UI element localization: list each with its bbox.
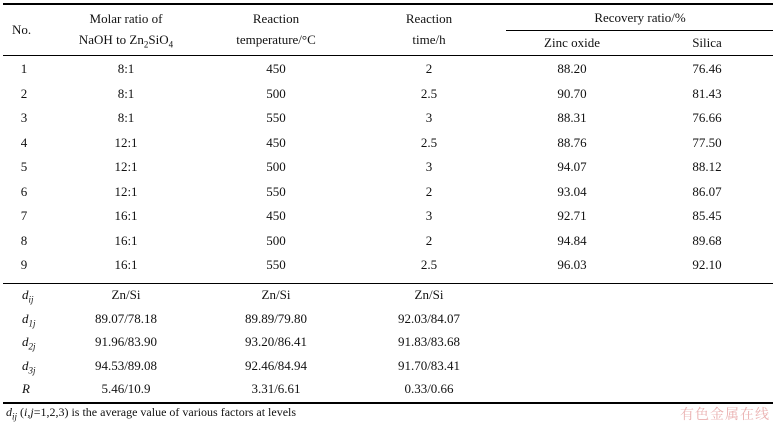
table-cell-time: 2 xyxy=(425,232,433,248)
table-cell-zinc: 92.71 xyxy=(557,208,587,223)
analysis-cell-temp: 92.46/84.94 xyxy=(244,357,308,373)
table-cell-molar: 8:1 xyxy=(117,85,135,101)
table-cell-no: 2 xyxy=(20,85,28,101)
analysis-row-label: $d_{ij}$ xyxy=(22,287,34,305)
recovery-subheader-rule xyxy=(506,30,773,31)
table-cell-molar: 12:1 xyxy=(114,183,138,199)
analysis-row-label: R xyxy=(22,381,30,396)
table-cell-temp: 550 xyxy=(266,110,286,125)
table-cell-silica: 89.68 xyxy=(692,232,722,248)
analysis-cell-molar: 94.53/89.08 xyxy=(94,357,158,373)
analysis-cell-time: 91.83/83.68 xyxy=(397,334,461,349)
table-cell-molar: 8:1 xyxy=(117,61,135,76)
table-cell-zinc: 88.20 xyxy=(557,61,587,76)
header-silica: Silica xyxy=(692,35,722,50)
table-cell-no: 9 xyxy=(20,257,28,272)
analysis-cell-temp: 89.89/79.80 xyxy=(244,310,308,326)
table-cell-no: 1 xyxy=(20,61,28,76)
analysis-cell-molar: Zn/Si xyxy=(111,287,141,302)
header-time-line1: Reaction xyxy=(405,11,453,26)
table-cell-no: 4 xyxy=(20,134,28,150)
table-cell-molar: 12:1 xyxy=(114,159,138,174)
table-cell-no: 6 xyxy=(20,183,28,199)
analysis-cell-temp: Zn/Si xyxy=(261,287,291,302)
table-cell-no: 7 xyxy=(20,208,28,223)
analysis-row-label: $d_{2j}$ xyxy=(22,334,36,352)
table-cell-time: 3 xyxy=(425,159,433,174)
table-cell-molar: 12:1 xyxy=(114,134,138,150)
table-cell-molar: 16:1 xyxy=(114,208,138,223)
analysis-row-label: $d_{3j}$ xyxy=(22,357,36,376)
table-cell-zinc: 88.76 xyxy=(557,134,587,150)
table-cell-no: 3 xyxy=(20,110,28,125)
header-no: No. xyxy=(12,22,32,37)
table-cell-time: 2.5 xyxy=(420,257,438,272)
table-cell-temp: 500 xyxy=(266,159,286,174)
table-cell-time: 3 xyxy=(425,208,433,223)
footnote: $d_{ij}$ (i,j=1,2,3) is the average value of various factors at levels xyxy=(6,405,297,422)
watermark-logo: 有色金属在线 xyxy=(680,407,770,423)
table-cell-zinc: 90.70 xyxy=(557,85,587,101)
table-cell-molar: 16:1 xyxy=(114,232,138,248)
table-cell-zinc: 93.04 xyxy=(557,183,587,199)
table-cell-time: 2.5 xyxy=(420,85,438,101)
analysis-row-label: $d_{1j}$ xyxy=(22,310,36,329)
header-temperature-line2: temperature/°C xyxy=(236,32,316,47)
table-cell-temp: 500 xyxy=(266,85,286,101)
analysis-cell-molar: 5.46/10.9 xyxy=(101,381,151,396)
table-cell-zinc: 94.84 xyxy=(557,232,587,248)
header-zinc-oxide: Zinc oxide xyxy=(544,35,600,50)
data-bottom-rule xyxy=(3,283,773,284)
table-cell-temp: 500 xyxy=(266,232,286,248)
table-cell-silica: 81.43 xyxy=(692,85,722,101)
table-cell-zinc: 94.07 xyxy=(557,159,587,174)
table-cell-zinc: 96.03 xyxy=(557,257,587,272)
table-cell-zinc: 88.31 xyxy=(557,110,587,125)
table-cell-temp: 450 xyxy=(266,61,286,76)
header-molar-ratio-line2: NaOH to $Zn_2SiO_4$ xyxy=(78,32,174,50)
table-cell-molar: 16:1 xyxy=(114,257,138,272)
table-cell-time: 2 xyxy=(425,61,433,76)
analysis-cell-time: 92.03/84.07 xyxy=(397,310,461,326)
analysis-cell-time: Zn/Si xyxy=(414,287,444,302)
table-cell-no: 8 xyxy=(20,232,28,248)
header-temperature-line1: Reaction xyxy=(252,11,300,26)
table-cell-temp: 450 xyxy=(266,208,286,223)
table-cell-silica: 76.46 xyxy=(692,61,722,76)
header-molar-ratio-line1: Molar ratio of xyxy=(89,11,163,26)
table-cell-temp: 450 xyxy=(266,134,286,150)
table-cell-time: 3 xyxy=(425,110,433,125)
table-cell-silica: 77.50 xyxy=(692,134,722,150)
table-top-rule xyxy=(3,3,773,5)
table-cell-molar: 8:1 xyxy=(117,110,135,125)
table-cell-silica: 86.07 xyxy=(692,183,722,199)
table-cell-temp: 550 xyxy=(266,183,286,199)
header-time-line2: time/h xyxy=(412,32,446,47)
analysis-cell-time: 0.33/0.66 xyxy=(404,381,454,396)
header-recovery-ratio: Recovery ratio/% xyxy=(594,10,686,25)
table-cell-silica: 85.45 xyxy=(692,208,722,223)
analysis-cell-molar: 89.07/78.18 xyxy=(94,310,158,326)
table-cell-silica: 92.10 xyxy=(692,257,722,272)
analysis-cell-temp: 3.31/6.61 xyxy=(251,381,301,396)
table-cell-time: 2 xyxy=(425,183,433,199)
table-cell-time: 2.5 xyxy=(420,134,438,150)
analysis-cell-time: 91.70/83.41 xyxy=(397,357,461,373)
table-cell-no: 5 xyxy=(20,159,28,174)
table-cell-silica: 88.12 xyxy=(692,159,722,174)
table-cell-temp: 550 xyxy=(266,257,286,272)
header-bottom-rule xyxy=(3,55,773,56)
table-cell-silica: 76.66 xyxy=(692,110,722,125)
analysis-cell-molar: 91.96/83.90 xyxy=(94,334,158,349)
analysis-cell-temp: 93.20/86.41 xyxy=(244,334,308,349)
